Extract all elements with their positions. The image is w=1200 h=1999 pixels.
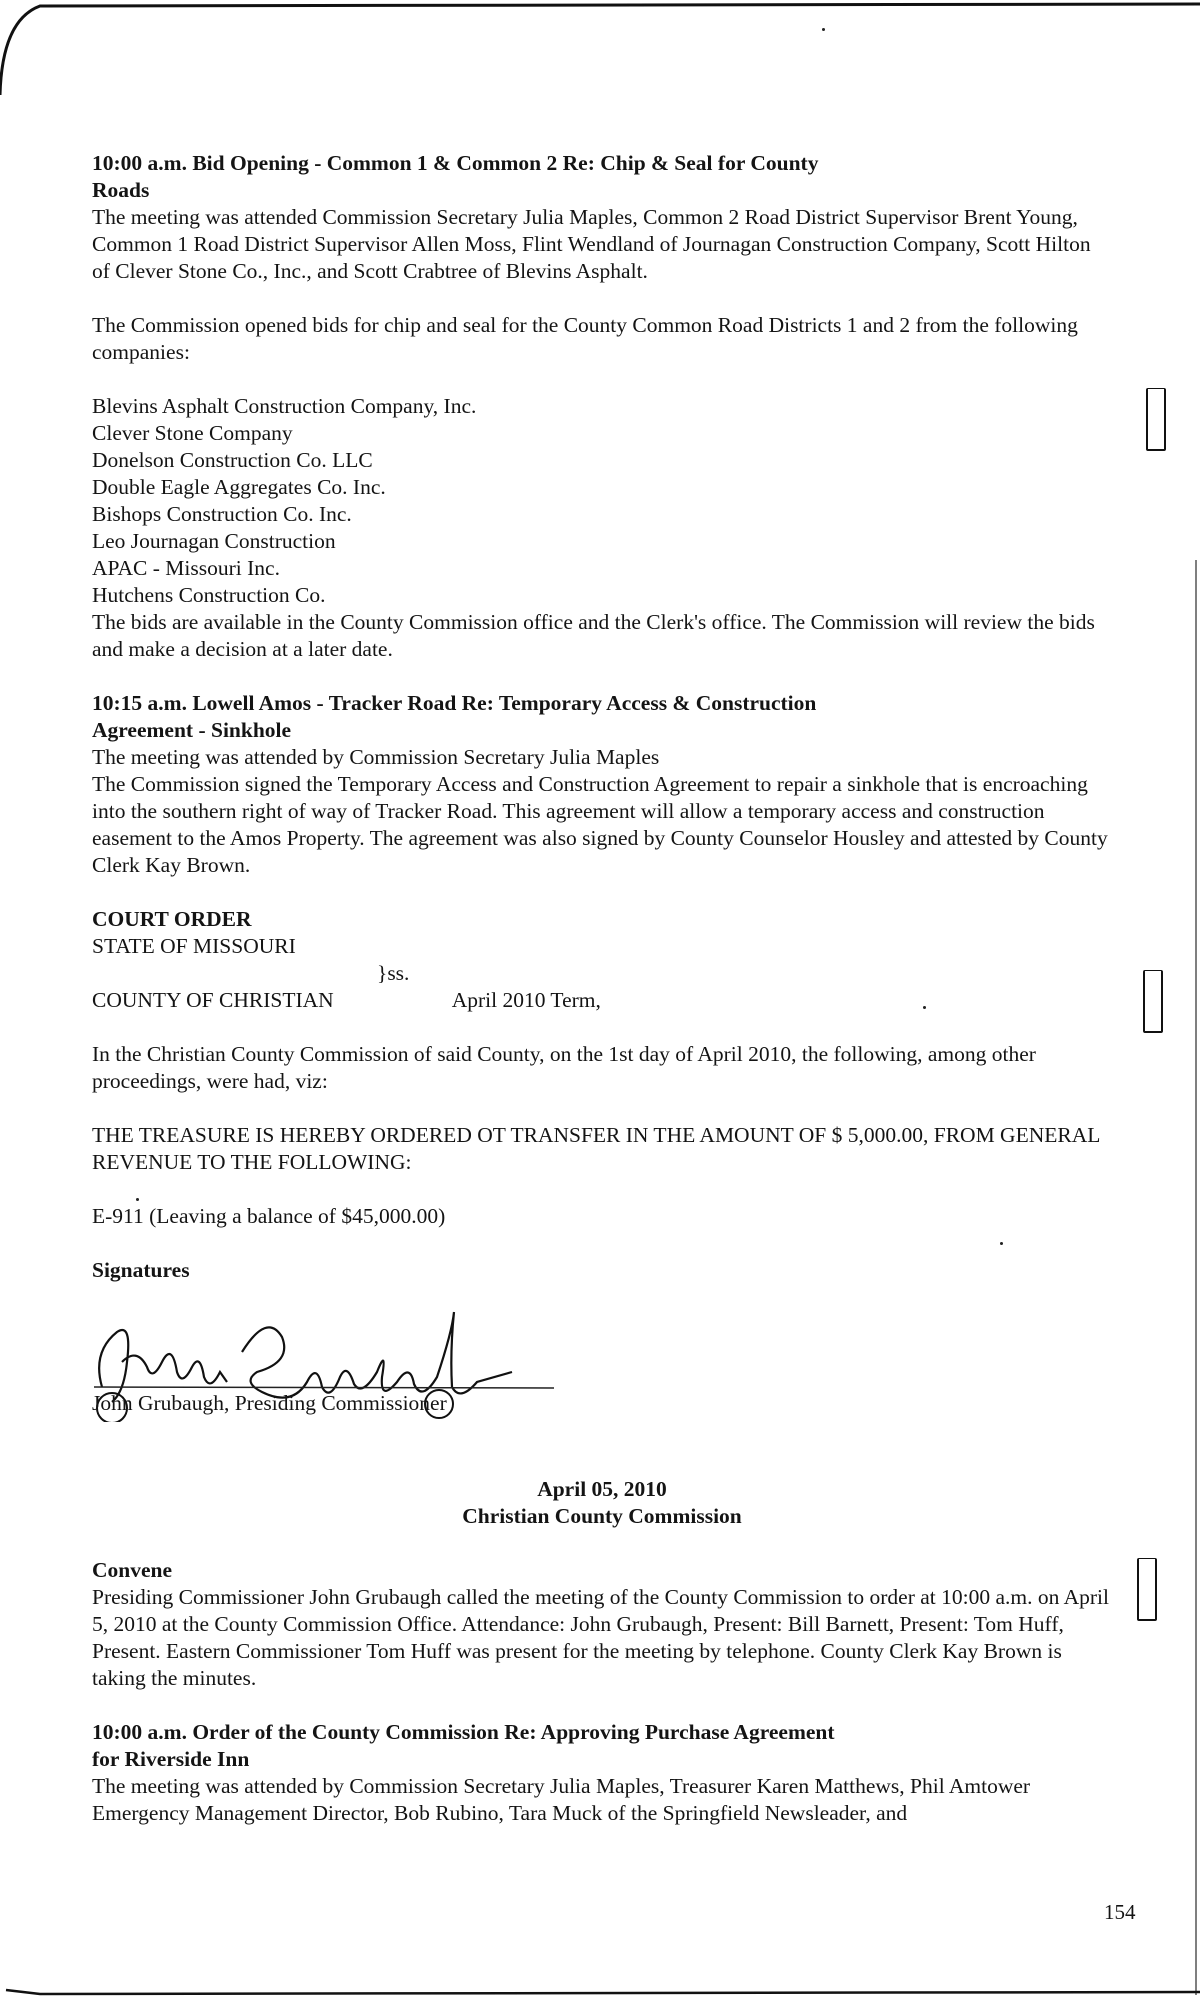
court-order-intro: In the Christian County Commission of said County, on the 1st day of April 2010, the following, among other proceedings, were had, viz: xyxy=(92,1042,1036,1093)
riverside-heading-cont: for Riverside Inn xyxy=(92,1747,250,1771)
court-order-heading: COURT ORDER xyxy=(92,907,252,931)
riverside-text: The meeting was attended by Commission Secretary Julia Maples, Treasurer Karen Matthews, Phil Amtower Emergency Management Director, Bob Rubino, Tara Muck of the Springfield Newsleader, and xyxy=(92,1774,1031,1825)
court-order-county-row xyxy=(92,987,1112,1014)
signatures-heading: Signatures xyxy=(92,1258,190,1282)
margin-checkbox xyxy=(1146,388,1166,451)
list-item: Donelson Construction Co. LLC xyxy=(92,448,373,472)
signature-block xyxy=(92,1292,1112,1432)
list-item: Clever Stone Company xyxy=(92,421,293,445)
amos-body: The Commission signed the Temporary Access and Construction Agreement to repair a sinkhole that is encroaching into the southern right of way of Tracker Road. This agreement will allow a temporary access and construction easement to the Amos Property. The agreement was also signed by County Counselor Housley and attested by County Clerk Kay Brown. xyxy=(92,772,1108,877)
court-order-county: COUNTY OF CHRISTIAN xyxy=(92,988,334,1012)
court-order-text: THE TREASURE IS HEREBY ORDERED OT TRANSFER IN THE AMOUNT OF $ 5,000.00, FROM GENERAL REVENUE TO THE FOLLOWING: xyxy=(92,1123,1100,1174)
bid-opening-heading-cont: Roads xyxy=(92,178,150,202)
list-item: Bishops Construction Co. Inc. xyxy=(92,502,352,526)
margin-checkbox xyxy=(1137,1558,1157,1621)
list-item: Leo Journagan Construction xyxy=(92,529,336,553)
bid-opening-heading: 10:00 a.m. Bid Opening - Common 1 & Common 2 Re: Chip & Seal for County xyxy=(92,151,819,175)
amos-attendance: The meeting was attended by Commission Secretary Julia Maples xyxy=(92,745,660,769)
riverside-heading: 10:00 a.m. Order of the County Commission Re: Approving Purchase Agreement xyxy=(92,1720,835,1744)
convene-text: Presiding Commissioner John Grubaugh called the meeting of the County Commission to order at 10:00 a.m. on April 5, 2010 at the County Commission Office. Attendance: John Grubaugh, Present: Bill Barnett, Present: Tom Huff, Present. Eastern Commissioner Tom Huff was present for the meeting by telephone. County Clerk Kay Brown is taking the minutes. xyxy=(92,1585,1109,1690)
court-order-state: STATE OF MISSOURI xyxy=(92,934,296,958)
meeting-body-name: Christian County Commission xyxy=(462,1504,742,1528)
amos-heading: 10:15 a.m. Lowell Amos - Tracker Road Re: Temporary Access & Construction xyxy=(92,691,817,715)
bid-opening-intro: The Commission opened bids for chip and seal for the County Common Road Districts 1 and 2 from the following companies: xyxy=(92,313,1078,364)
court-order-item: E-911 (Leaving a balance of $45,000.00) xyxy=(92,1204,446,1228)
bid-opening-attendance: The meeting was attended Commission Secretary Julia Maples, Common 2 Road District Supervisor Brent Young, Common 1 Road District Supervisor Allen Moss, Flint Wendland of Journagan Construction Company, Scott Hilton of Clever Stone Co., Inc., and Scott Crabtree of Blevins Asphalt. xyxy=(92,205,1091,283)
document-body xyxy=(92,150,1112,1827)
list-item: Blevins Asphalt Construction Company, Inc. xyxy=(92,394,477,418)
page-number: 154 xyxy=(1104,1900,1136,1924)
scan-speck xyxy=(822,28,825,31)
convene-heading: Convene xyxy=(92,1558,173,1582)
bid-opening-closing: The bids are available in the County Commission office and the Clerk's office. The Commission will review the bids and make a decision at a later date. xyxy=(92,610,1095,661)
list-item: Hutchens Construction Co. xyxy=(92,583,326,607)
amos-heading-cont: Agreement - Sinkhole xyxy=(92,718,292,742)
meeting-date: April 05, 2010 xyxy=(537,1477,667,1501)
list-item: APAC - Missouri Inc. xyxy=(92,556,280,580)
court-order-ss: }ss. xyxy=(377,961,410,985)
margin-checkbox xyxy=(1143,970,1163,1033)
signature-caption: John Grubaugh, Presiding Commissioner xyxy=(92,1391,447,1415)
list-item: Double Eagle Aggregates Co. Inc. xyxy=(92,475,386,499)
company-list xyxy=(92,393,1112,609)
court-order-term: April 2010 Term, xyxy=(451,988,601,1012)
